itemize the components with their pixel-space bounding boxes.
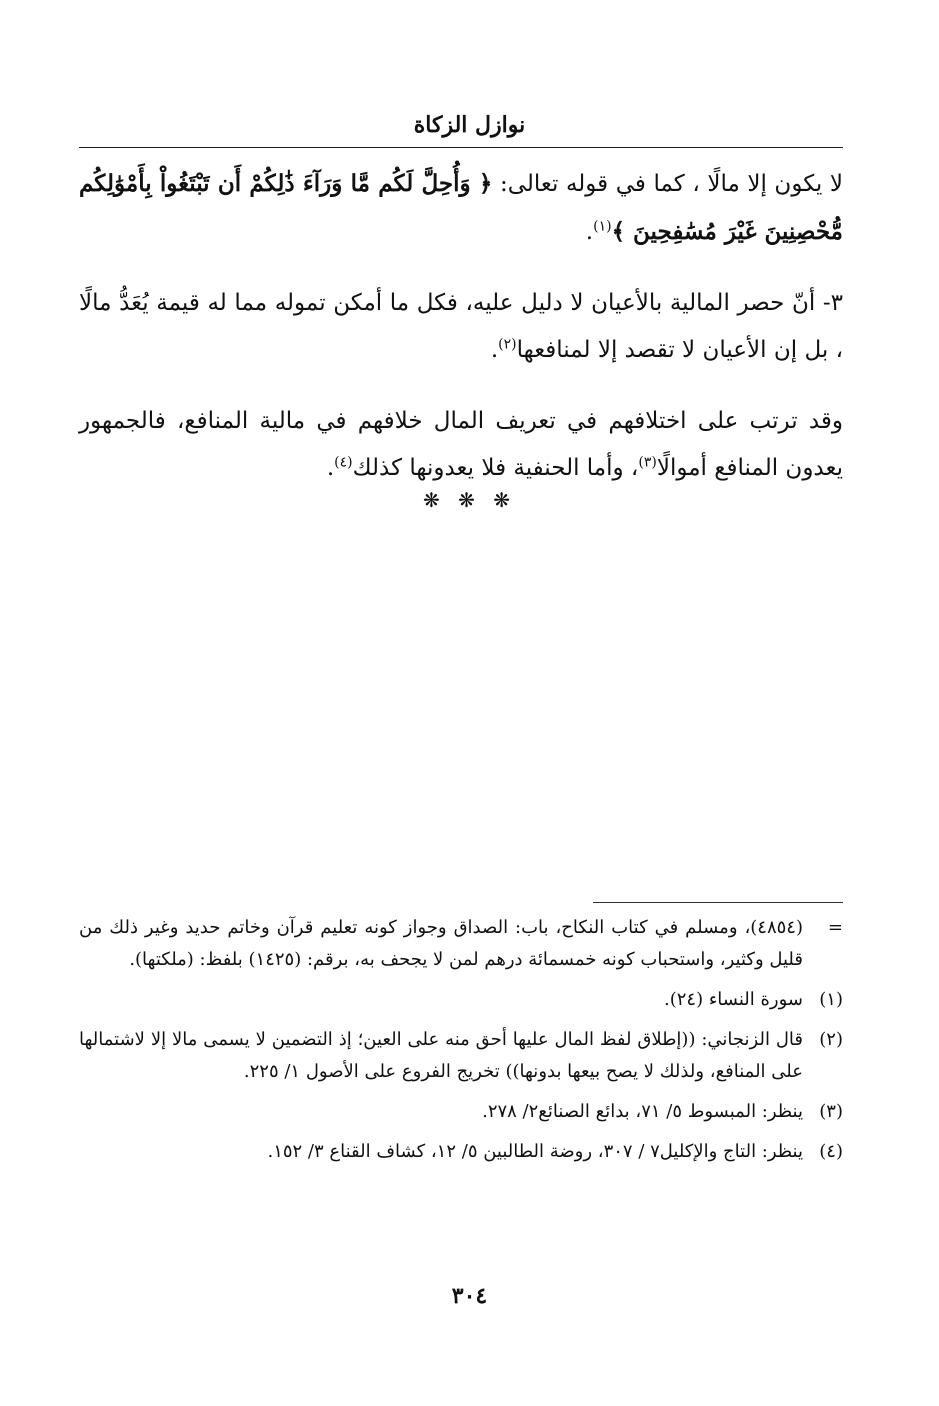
footnote-divider xyxy=(593,902,843,903)
paragraph-3 xyxy=(79,398,843,492)
footnote-text: ينظر: المبسوط ٥/ ٧١، بدائع الصنائع٢/ ٢٧٨. xyxy=(482,1101,803,1122)
footnote-marker: (١) xyxy=(819,989,843,1010)
page-number: ٣٠٤ xyxy=(451,1283,488,1309)
footnote-ref-4: (٤) xyxy=(334,454,353,471)
footnote-marker: = xyxy=(827,917,843,938)
footnote-ref-2: (٢) xyxy=(498,336,517,353)
main-text xyxy=(79,160,843,516)
footnote-text: (٤٨٥٤)، ومسلم في كتاب النكاح، باب: الصداق وجواز كونه تعليم قرآن وخاتم حديد وغير ذلك من قليل وكثير، واستحباب كونه خمسمائة درهم لمن لا يجحف به، برقم: (١٤٢٥) بلفظ: (ملكتها). xyxy=(79,917,803,970)
footnote-marker: (٤) xyxy=(819,1141,843,1162)
footnote-3 xyxy=(79,1096,843,1128)
paragraph-3-text-b: ، وأما الحنفية فلا يعدونها كذلك xyxy=(352,455,639,481)
footnote-text: قال الزنجاني: ((إطلاق لفظ المال عليها أحق منه على العين؛ إذ التضمين لا يسمى مالا إلا لاشتمالها على المنافع، ولذلك لا يصح بيعها بدونها)) تخريج الفروع على الأصول ١/ ٢٢٥. xyxy=(79,1029,803,1082)
paragraph-1-end: . xyxy=(585,219,594,245)
footnote-4 xyxy=(79,1136,843,1168)
header-divider xyxy=(79,147,843,148)
footnote-continued xyxy=(79,912,843,976)
footnote-text: ينظر: التاج والإكليل٧ / ٣٠٧، روضة الطالبين ٥/ ١٢، كشاف القناع ٣/ ١٥٢. xyxy=(267,1141,803,1162)
paragraph-3-text-a: وقد ترتب على اختلافهم في تعريف المال خلافهم في مالية المنافع، فالجمهور يعدون المنافع أموالًا xyxy=(79,408,843,481)
footnote-ref-1: (١) xyxy=(593,218,612,235)
paragraph-2-text: ٣- أنّ حصر المالية بالأعيان لا دليل عليه، فكل ما أمكن تموله مما له قيمة يُعَدُّ مالًا ، بل إن الأعيان لا تقصد إلا لمنافعها xyxy=(79,290,843,363)
paragraph-1 xyxy=(79,160,843,256)
footnote-marker: (٣) xyxy=(819,1101,843,1122)
paragraph-1-text: لا يكون إلا مالًا ، كما في قوله تعالى: xyxy=(492,171,843,197)
footnotes xyxy=(79,912,843,1176)
paragraph-2 xyxy=(79,280,843,374)
footnote-marker: (٢) xyxy=(819,1029,843,1050)
footnote-1 xyxy=(79,984,843,1016)
footnote-text: سورة النساء (٢٤). xyxy=(664,989,803,1010)
quran-verse: ﴿ وَأُحِلَّ لَكُم مَّا وَرَآءَ ذَٰلِكُمْ أَن تَبْتَغُواْ بِأَمْوَٰلِكُم مُّحْصِنِينَ غَيْرَ مُسَٰفِحِينَ ﴾ xyxy=(79,170,843,245)
paragraph-3-end: . xyxy=(326,455,335,481)
footnote-ref-3: (٣) xyxy=(638,454,657,471)
paragraph-2-end: . xyxy=(490,337,499,363)
section-separator-stars: ❋ ❋ ❋ xyxy=(423,488,516,512)
footnote-2 xyxy=(79,1024,843,1088)
running-header-title: نوازل الزكاة xyxy=(413,112,526,138)
